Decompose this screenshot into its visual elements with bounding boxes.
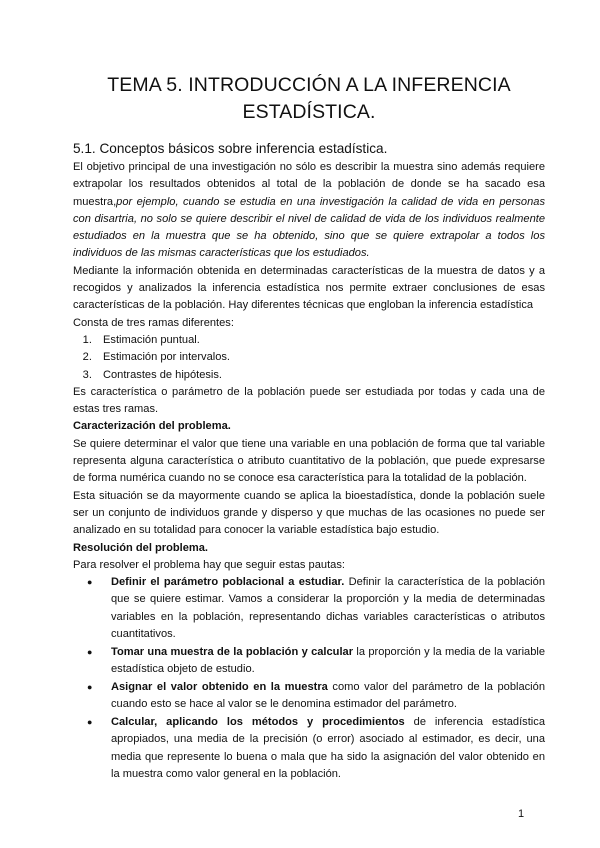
caracterizacion-paragraph-2: Esta situación se da mayormente cuando se aplica la bioestadística, donde la población suele ser un conjunto de individuos grande y disperso y que muchas de las ocasiones no puede ser analizado en su totalidad para conocer la variable estadística bajo estudio.	[73, 489, 545, 537]
intro-paragraph	[73, 159, 545, 263]
branches-paragraph: Es característica o parámetro de la población puede ser estudiada por todas y cada una de estas tres ramas.	[73, 385, 545, 416]
intro-italic-text: por ejemplo, cuando se estudia en una investigación la calidad de vida en personas con disartria, no solo se quiere describir el nivel de calidad de vida de los individuos realmente estudiados en la muestra que se ha obtenido, sino que se quiere extrapolar a todos los individuos de las mismas características que los estudiados.	[73, 195, 545, 260]
title-line-1: TEMA 5. INTRODUCCIÓN A LA INFERENCIA	[107, 74, 511, 96]
step-bold: Calcular, aplicando los métodos y procedimientos	[111, 716, 405, 728]
step-text: como valor del parámetro de la población cuando esto se hace al valor se le denomina estimador del parámetro.	[111, 680, 545, 711]
step-text: Definir la característica de la población que se quiere estimar. Vamos a considerar la proporción y la media de determinadas variables en la población, representando dichas variables características o atributos cuantitativos.	[111, 576, 545, 641]
branches-list	[73, 332, 545, 384]
step-text: de inferencia estadística apropiados, una media de la precisión (o error) asociado al estimador, es decir, una media que represente lo buena o mala que ha sido la asignación del valor obtenido en la muestra como valor general en la población.	[111, 716, 545, 780]
intro-normal-text: El objetivo principal de una investigación no sólo es describir la muestra sino además requiere extrapolar los resultados obtenidos al total de la población de donde se ha sacado esa muestra,	[73, 161, 545, 208]
step-text: la proporción y la media de la variable estadística objeto de estudio.	[111, 645, 546, 676]
list-item: 1. Estimación puntual.	[95, 332, 545, 349]
caracterizacion-heading-text: Caracterización del problema.	[73, 420, 231, 433]
page-title	[73, 72, 545, 125]
list-item: 2. Estimación por intervalos.	[95, 349, 545, 366]
caracterizacion-heading	[73, 418, 545, 435]
list-item: 3. Contrastes de hipótesis.	[95, 367, 545, 384]
section-heading: 5.1. Conceptos básicos sobre inferencia estadística.	[73, 141, 388, 156]
list-item	[111, 574, 545, 643]
step-bold: Tomar una muestra de la población y calcular	[111, 645, 354, 658]
list-item	[111, 679, 545, 714]
list-item	[111, 714, 545, 783]
step-bold: Asignar el valor obtenido en la muestra	[111, 680, 328, 693]
title-line-2: ESTADÍSTICA.	[242, 101, 376, 123]
steps-list	[73, 574, 545, 783]
caracterizacion-paragraph-1: Se quiere determinar el valor que tiene una variable en una población de forma que tal variable representa alguna característica o atributo cuantitativo de la población, que puede expresarse de forma numérica cuando no se conoce esa característica para la totalidad de la población.	[73, 437, 545, 485]
resolucion-heading	[73, 540, 545, 557]
step-bold: Definir el parámetro poblacional a estudiar.	[111, 576, 345, 589]
document-page	[73, 72, 545, 784]
list-item	[111, 644, 545, 679]
resolucion-paragraph: Para resolver el problema hay que seguir estas pautas:	[73, 558, 345, 571]
info-paragraph: Mediante la información obtenida en determinadas características de la muestra de datos y a recogidos y analizados la inferencia estadística nos permite extraer conclusiones de esas características de la población. Hay diferentes técnicas que engloban la inferencia estadística	[73, 264, 545, 312]
resolucion-heading-text: Resolución del problema.	[73, 541, 208, 554]
branches-intro: Consta de tres ramas diferentes:	[73, 316, 234, 329]
page-number: 1	[518, 808, 525, 820]
